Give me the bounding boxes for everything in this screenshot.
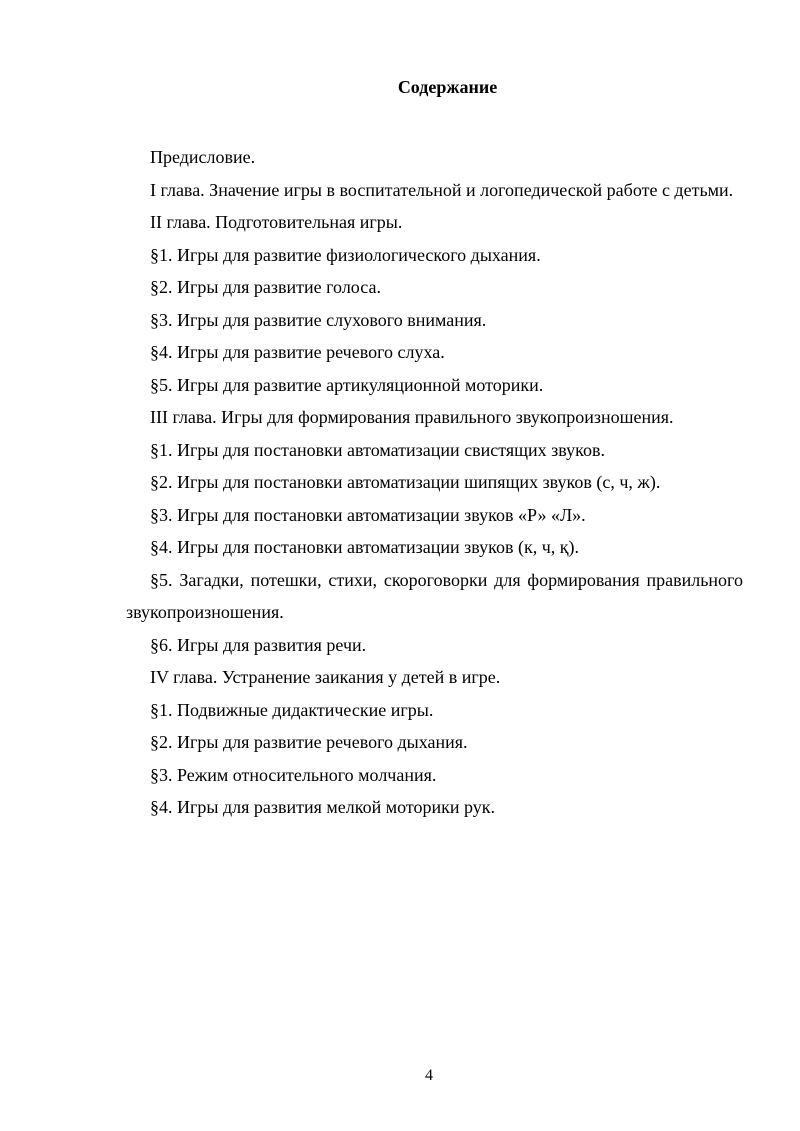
- toc-entry: §4. Игры для развитие речевого слуха.: [150, 342, 445, 362]
- table-of-contents: [126, 141, 743, 824]
- toc-entry: IV глава. Устранение заикания у детей в игре.: [150, 667, 501, 687]
- toc-entry: §5. Игры для развитие артикуляционной моторики.: [150, 374, 544, 395]
- page-title: Содержание: [397, 77, 498, 97]
- toc-entry: §4. Игры для постановки автоматизации звуков (к, ч, қ).: [150, 537, 580, 557]
- toc-entry: §6. Игры для развития речи.: [150, 634, 367, 655]
- toc-entry: §1. Игры для постановки автоматизации свистящих звуков.: [150, 439, 606, 460]
- toc-entry: §1. Подвижные дидактические игры.: [150, 699, 434, 720]
- toc-entry: §2. Игры для развитие голоса.: [150, 277, 381, 297]
- toc-entry: §1. Игры для развитие физиологического дыхания.: [150, 244, 541, 265]
- toc-entry: §5. Загадки, потешки, стихи, скороговорки для формирования правильного звукопроизношения.: [126, 569, 743, 622]
- toc-entry: §2. Игры для развитие речевого дыхания.: [150, 732, 468, 752]
- toc-entry: II глава. Подготовительная игры.: [150, 212, 403, 232]
- toc-entry: §3. Игры для развитие слухового внимания.: [150, 309, 487, 330]
- toc-entry: §3. Режим относительного молчания.: [150, 764, 437, 785]
- toc-entry: III глава. Игры для формирования правильного звукопроизношения.: [150, 407, 674, 427]
- toc-entry: Предисловие.: [150, 147, 256, 167]
- toc-entry: §3. Игры для постановки автоматизации звуков «Р» «Л».: [150, 504, 586, 525]
- toc-entry: §4. Игры для развития мелкой моторики рук.: [150, 797, 496, 817]
- toc-entry: §2. Игры для постановки автоматизации шипящих звуков (с, ч, ж).: [150, 472, 661, 492]
- toc-entry: I глава. Значение игры в воспитательной и логопедической работе с детьми.: [150, 179, 734, 200]
- page-number: 4: [425, 1067, 433, 1084]
